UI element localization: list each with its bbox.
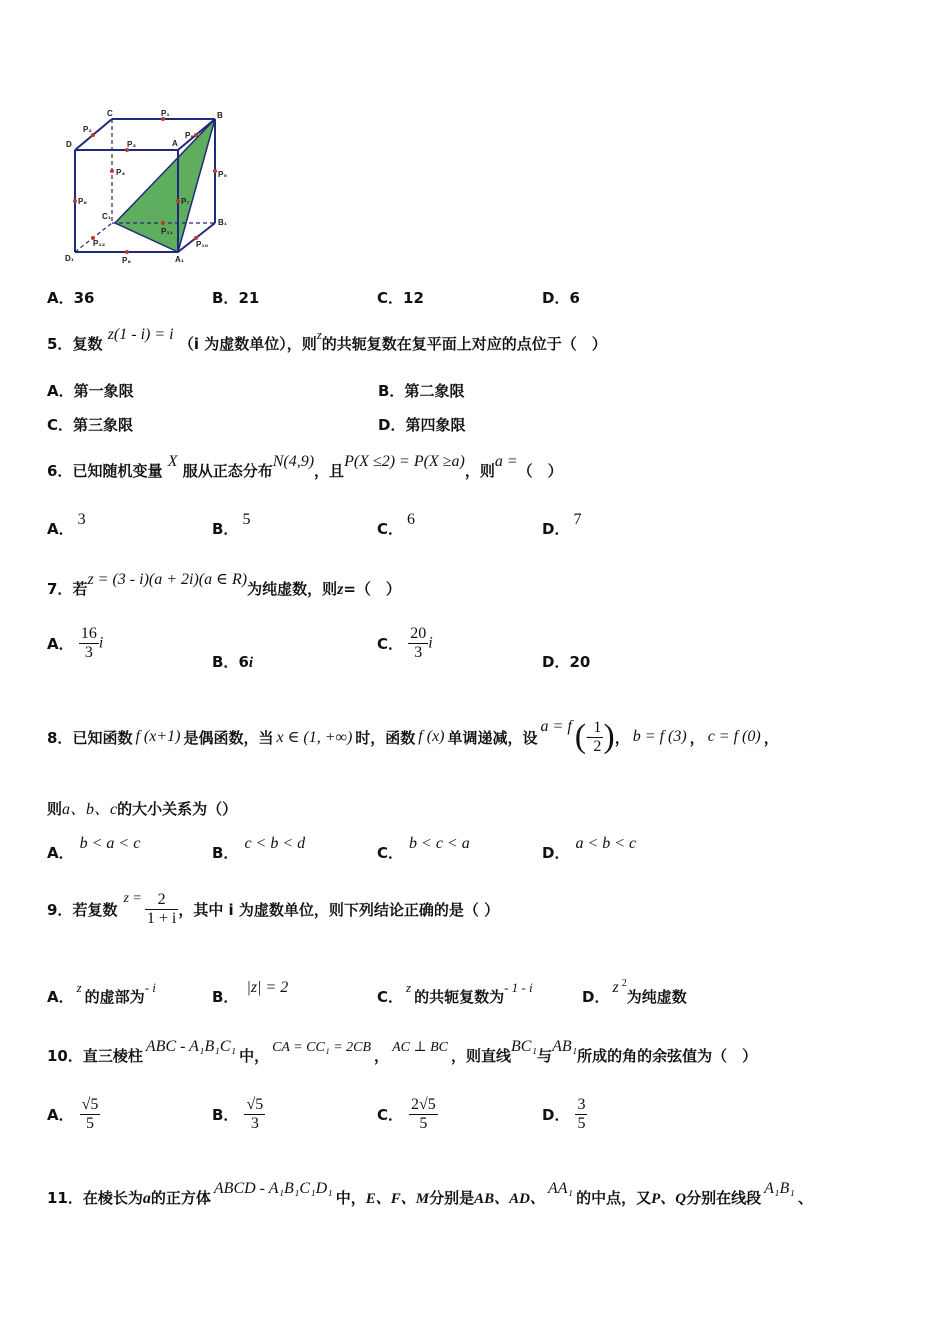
denominator: 5 [86,1115,94,1132]
stem-text: ， [763,728,779,747]
q7-option-d[interactable] [542,651,590,672]
option-suffix: i [248,655,254,671]
label-A: A [172,139,178,148]
stem-text: 与 [537,1047,553,1065]
label-P9: P₉ [185,131,194,140]
math-expr: a、b、c [62,801,118,818]
q4-option-c[interactable] [377,287,424,308]
label-B1: B₁ [218,218,228,227]
math-expr: AB₁ [552,1038,578,1055]
fraction [145,891,178,928]
math-expr: x ∈ (1, +∞) [276,729,353,746]
label-P5: P₅ [218,170,228,179]
math-expr: X [167,453,178,470]
option-letter: A． [47,382,74,400]
math-expr: a = [494,453,518,470]
stem-text: 若 [72,580,88,598]
option-letter: B． [212,289,239,307]
option-letter: A． [47,844,74,862]
math-expr: AA₁ [548,1180,574,1197]
option-letter: C． [377,289,404,307]
math-expr: z(1 - i) = i [107,326,174,343]
stem-text: 复数 [72,335,103,353]
q8-option-b[interactable] [212,835,306,863]
q8-stem [47,712,779,762]
q5-option-d[interactable] [378,414,465,435]
option-letter: B． [212,653,239,671]
label-P3: P₃ [127,140,137,149]
stem-text: 则 [47,800,63,818]
q8-stem-line2 [47,796,237,819]
math-expr: f (x+1) [135,728,181,745]
numerator: 20 [410,625,427,642]
stem-text: （ ） [517,462,563,480]
option-letter: B． [212,988,239,1006]
option-letter: D． [378,416,406,434]
math-expr: BC₁ [511,1038,538,1055]
numerator: √5 [81,1096,99,1113]
option-text: 第二象限 [404,382,465,400]
label-P11: P₁₁ [161,227,173,236]
math-expr: E、F、M [365,1191,430,1207]
option-suffix: i [428,634,433,652]
option-letter: D． [542,1106,570,1124]
stem-text: 为纯虚数，则 [247,580,338,598]
q9-option-a[interactable] [47,980,156,1007]
math-expr: z [612,979,619,996]
question-number: 11． [47,1189,83,1207]
label-A1: A₁ [175,255,185,264]
stem-text: 是偶函数，当 [183,728,274,747]
option-letter: D． [542,844,570,862]
q5-option-c[interactable] [47,414,133,435]
label-B: B [217,111,223,120]
q6-option-a[interactable] [47,511,86,539]
stem-text: 已知函数 [72,728,133,747]
option-letter: B． [212,520,239,538]
q9-option-d[interactable] [582,978,687,1007]
math-expr: a [142,1190,151,1207]
math-expr: - 1 - i [504,980,533,995]
option-text: 36 [73,289,95,307]
stem-text: ， [374,1047,390,1065]
option-letter: C． [377,988,404,1006]
option-text: 6 [569,289,580,307]
denominator: 2 [593,737,602,755]
option-letter: B． [212,844,239,862]
q7-option-b[interactable] [212,651,253,672]
q7-stem [47,571,401,599]
option-letter: D． [542,653,570,671]
option-text: 第一象限 [73,382,134,400]
paren-open: ( [574,718,587,755]
denominator: 3 [84,644,93,661]
stem-text: 分别是 [429,1189,475,1207]
denominator: 5 [577,1115,586,1132]
stem-text: ，则直线 [451,1047,512,1065]
math-expr: z = (3 - i)(a + 2i)(a ∈ R) [87,571,248,588]
math-expr: b = f (3) [632,728,687,745]
q10-option-d[interactable] [542,1096,587,1133]
math-expr: - [586,728,592,745]
stem-text: ，则 [464,462,495,480]
q6-option-b[interactable] [212,511,251,539]
option-letter: A． [47,520,74,538]
stem-text: ， [614,728,630,747]
label-P12: P₁₂ [93,239,106,248]
question-number: 7． [47,580,73,598]
option-text: 5 [242,511,251,528]
option-text: b < a < c [79,835,141,852]
stem-text: =（ ） [343,580,401,598]
math-expr: CA = CC₁ = 2CB [272,1040,372,1055]
label-P8: P₈ [122,256,132,265]
math-expr: ABC - A₁B₁C₁ [145,1038,237,1055]
math-expr: ABCD - A₁B₁C₁D₁ [213,1180,333,1197]
option-letter: A． [47,988,74,1006]
math-expr: A₁B₁ [764,1180,795,1197]
option-letter: C． [377,1106,404,1124]
option-text: 7 [573,511,582,528]
math-expr: f (x) [418,728,445,745]
q10-option-a[interactable] [47,1096,100,1133]
option-letter: C． [377,844,404,862]
option-text: 6 [238,653,249,671]
math-expr: z [76,980,82,995]
option-text: 第三象限 [73,416,134,434]
option-letter: A． [47,1106,74,1124]
stem-text: 所成的角的余弦值为（ ） [577,1047,758,1065]
stem-text: 的中点，又 [576,1189,652,1207]
fraction [80,1096,101,1133]
stem-text: 中， [335,1189,366,1207]
numerator: √5 [246,1096,264,1113]
fraction [591,719,603,756]
label-C1: C₁ [102,212,112,221]
option-text: 的虚部为 [84,988,145,1006]
stem-text: （i 为虚数单位），则 [178,335,317,353]
label-C: C [107,109,113,118]
stem-text: 单调递减，设 [447,728,538,747]
q9-option-b[interactable] [212,979,289,1007]
q9-stem [47,886,499,932]
q5-option-b[interactable] [378,380,464,401]
math-expr: c = f (0) [707,728,761,745]
math-expr: N(4,9) [272,453,315,470]
question-number: 5． [47,335,73,353]
math-expr: AB、AD、 [474,1191,545,1207]
q4-option-d[interactable] [542,287,580,308]
fraction [409,1096,438,1133]
denominator: 3 [250,1115,259,1132]
denominator: 1 + i [146,909,177,927]
option-letter: D． [542,520,570,538]
stem-text: 已知随机变量 [72,462,163,480]
numerator: 2√5 [411,1096,436,1113]
option-letter: D． [542,289,570,307]
q4-option-b[interactable] [212,287,259,308]
option-text: b < c < a [409,835,470,852]
option-letter: B． [378,382,405,400]
stem-text: 分别在线段 [686,1189,762,1207]
q6-stem [47,453,563,481]
math-superscript: 2 [621,978,627,989]
q10-option-c[interactable] [377,1096,438,1133]
math-expr: P、Q [651,1191,687,1207]
math-expr: z [316,327,322,342]
math-expr: z [406,980,412,995]
stem-text: 中， [239,1047,270,1065]
label-P10: P₁₀ [196,240,209,249]
option-text: c < b < d [244,835,306,852]
paren-close: ) [603,718,615,755]
q6-option-d[interactable] [542,511,582,539]
math-expr: a = f [540,718,572,735]
q7-option-a[interactable] [47,625,103,662]
option-text: 6 [407,511,416,528]
q8-option-a[interactable] [47,835,141,863]
numerator: 3 [577,1096,586,1113]
option-letter: C． [377,635,404,653]
label-D1: D₁ [65,254,75,263]
stem-text: 服从正态分布 [182,462,273,480]
option-text: 12 [403,289,424,307]
option-letter: D． [582,988,610,1006]
q4-option-a[interactable] [47,287,94,308]
stem-text: ，其中 i 为虚数单位，则下列结论正确的是（ ） [178,900,500,919]
math-expr: - i [144,980,156,995]
question-number: 8． [47,728,73,747]
math-expr: |z| = 2 [246,979,289,996]
option-letter: C． [47,416,74,434]
option-letter: C． [377,520,404,538]
numerator: 1 [593,718,602,736]
q5-stem [47,326,607,354]
q11-stem [47,1180,813,1208]
option-text: 21 [238,289,260,307]
stem-text: 直三棱柱 [82,1047,143,1065]
denominator: 5 [419,1115,428,1132]
stem-text: 时，函数 [355,728,416,747]
q10-option-b[interactable] [212,1096,265,1133]
option-text: 3 [77,511,86,528]
cube-figure [55,105,245,270]
q6-option-c[interactable] [377,511,416,539]
stem-text: ， [689,728,705,747]
question-number: 9． [47,900,73,919]
denominator: 3 [414,644,423,661]
stem-text: 在棱长为 [82,1189,143,1207]
q10-stem [47,1038,758,1066]
q8-option-c[interactable] [377,835,470,863]
option-letter: A． [47,289,74,307]
math-expr: z [337,581,344,598]
math-expr: z = [123,891,142,906]
label-P6: P₆ [78,197,87,206]
label-P4: P₄ [116,168,126,177]
stem-text: ，且 [314,462,345,480]
option-suffix: i [98,634,104,652]
label-P2: P₂ [83,125,92,134]
numerator: 16 [80,625,97,642]
option-text: 20 [569,653,591,671]
fraction [575,1096,587,1133]
question-number: 10． [47,1047,83,1065]
label-D: D [66,140,72,149]
question-number: 6． [47,462,73,480]
q7-option-c[interactable] [377,625,433,662]
fraction [79,625,99,662]
option-text: 为纯虚数 [626,988,687,1006]
option-text: a < b < c [575,835,637,852]
fraction [244,1096,265,1133]
stem-text: 的正方体 [150,1189,211,1207]
math-expr: P(X ≤2) = P(X ≥a) [344,453,465,470]
label-P1: P₁ [161,109,170,118]
math-expr: AC ⊥ BC [392,1040,449,1055]
numerator: 2 [145,891,178,910]
stem-text: 若复数 [72,900,118,919]
q8-option-d[interactable] [542,835,637,863]
stem-text: 的大小关系为（） [117,800,238,818]
option-letter: B． [212,1106,239,1124]
option-letter: A． [47,635,74,653]
option-text: 的共轭复数为 [414,988,505,1006]
stem-text: 、 [797,1189,813,1207]
stem-text: 的共轭复数在复平面上对应的点位于（ ） [321,335,607,353]
q9-option-c[interactable] [377,980,533,1007]
q5-option-a[interactable] [47,380,134,401]
option-text: 第四象限 [405,416,466,434]
fraction [408,625,428,662]
label-P7: P₇ [181,197,190,206]
